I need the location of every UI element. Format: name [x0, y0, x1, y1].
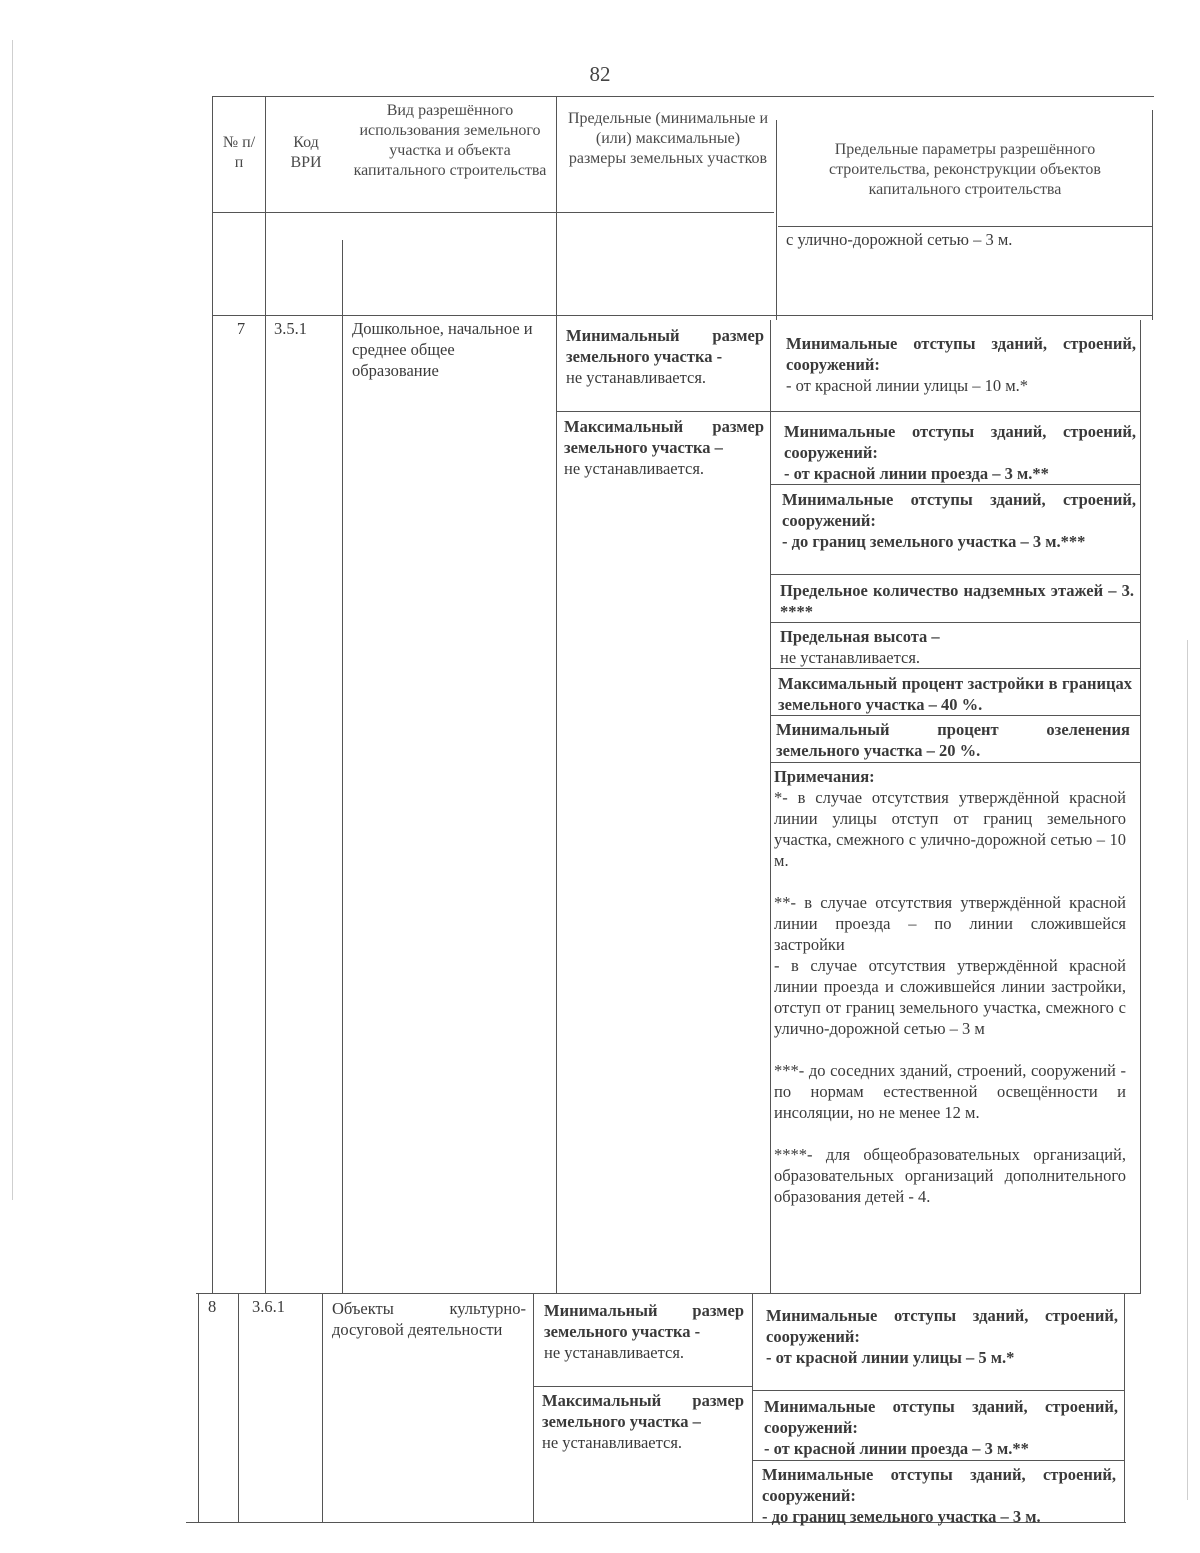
row7-code: 3.5.1	[274, 319, 307, 338]
row7-param-5-title: Предельная высота –	[780, 627, 940, 646]
header-bottom-border	[212, 212, 774, 213]
col-divider-type	[556, 96, 557, 1293]
row8-min-size-title: Минимальный размер земельного участка -	[544, 1301, 744, 1341]
row8-param-street-setback	[766, 1305, 1118, 1368]
row8-param-2-value: - от красной линии проезда – 3 м.**	[764, 1439, 1029, 1458]
row8-param-driveway-setback	[764, 1396, 1118, 1459]
row7-param-greening: Минимальный процент озеленения земельного участка – 20 %.	[776, 720, 1130, 760]
row7-min-size-title: Минимальный размер земельного участка -	[566, 326, 764, 366]
row7-param-coverage: Максимальный процент застройки в границах земельного участка – 40 %.	[778, 674, 1132, 714]
row8-param-split-1	[752, 1390, 1124, 1391]
row8-param-split-2	[752, 1460, 1124, 1461]
row7-param-split-4	[770, 622, 1140, 623]
row7-min-size	[566, 325, 764, 388]
scan-edge-mark	[12, 40, 13, 1200]
row8-use-name: Объекты культурно-досуговой деятельности	[332, 1299, 526, 1339]
header-build-params: Предельные параметры разрешённого строительства, реконструкции объектов капитального строительства	[829, 141, 1101, 198]
row7-notes	[774, 766, 1126, 1207]
row8-param-boundary-setback	[762, 1464, 1116, 1527]
row8-num: 8	[208, 1297, 217, 1316]
header-land-sizes: Предельные (минимальные и (или) максимальные) размеры земельных участков	[567, 110, 769, 167]
table-left-border	[212, 96, 213, 1293]
row7-param-3-title: Минимальные отступы зданий, строений, сооружений:	[782, 490, 1136, 530]
table-top-border	[212, 96, 1154, 97]
row8-max-size-title: Максимальный размер земельного участка –	[542, 1391, 744, 1431]
row7-param-split-2	[770, 484, 1140, 485]
scan-edge-mark-right	[1187, 640, 1188, 1500]
row7-note-4: ****- для общеобразовательных организаций, образовательных организаций дополнительного образования детей - 4.	[774, 1145, 1126, 1206]
row7-param-boundary-setback	[782, 489, 1136, 552]
row8-max-size-value: не устанавливается.	[542, 1433, 683, 1452]
col-divider-num	[265, 96, 266, 1293]
row7-param-floors: Предельное количество надземных этажей – 3. ****	[780, 581, 1134, 621]
row7-max-size-title: Максимальный размер земельного участка –	[564, 417, 764, 457]
row7-use-name: Дошкольное, начальное и среднее общее образование	[352, 319, 533, 380]
row7-param-height	[780, 626, 1134, 668]
row7-notes-title: Примечания:	[774, 767, 875, 786]
col-divider-type-row8	[533, 1293, 534, 1522]
row7-note-1: *- в случае отсутствия утверждённой красной линии улицы отступ от границ земельного участка, смежного с улично-дорожной сетью – 10 м.	[774, 788, 1126, 870]
row8-code: 3.6.1	[252, 1297, 285, 1316]
row7-param-split-3	[770, 574, 1140, 575]
row7-param-split-5	[770, 668, 1140, 669]
row8-max-size	[542, 1390, 744, 1453]
col-divider-sizes	[776, 120, 777, 320]
header-bottom-border-right	[778, 226, 1152, 227]
row7-param-split-6	[770, 715, 1140, 716]
col-divider-num-row8	[238, 1293, 239, 1522]
header-num: № п/п	[222, 134, 256, 171]
row7-param-split-1	[770, 411, 1140, 412]
row8-param-2-title: Минимальные отступы зданий, строений, сооружений:	[764, 1397, 1118, 1437]
row7-note-2a: **- в случае отсутствия утверждённой красной линии проезда – по линии сложившейся застройки	[774, 893, 1126, 954]
col-divider-sizes-row8	[752, 1293, 753, 1522]
col-divider-sizes-row7	[770, 320, 771, 1293]
row7-param-street-setback	[786, 333, 1136, 396]
header-code: Код ВРИ	[290, 134, 322, 171]
row7-size-split	[556, 411, 772, 412]
row7-min-size-value: не устанавливается.	[566, 368, 707, 387]
row7-param-driveway-setback	[784, 421, 1136, 484]
page-number: 82	[589, 62, 611, 86]
row7-param-2-value: - от красной линии проезда – 3 м.**	[784, 464, 1049, 483]
row8-top-border	[196, 1293, 1141, 1294]
row7-num: 7	[236, 319, 246, 338]
row8-min-size	[544, 1300, 744, 1363]
table-right-border-row7	[1140, 320, 1141, 1293]
col-divider-code-row8	[322, 1293, 323, 1522]
row7-max-size	[564, 416, 764, 479]
row7-max-size-value: не устанавливается.	[564, 459, 705, 478]
table-left-border-row8	[198, 1293, 199, 1522]
row7-note-3: ***- до соседних зданий, строений, сооружений - по нормам естественной освещённости и инсоляции, но не менее 12 м.	[774, 1061, 1126, 1122]
row7-param-3-value: - до границ земельного участка – 3 м.***	[782, 532, 1086, 551]
row8-param-3-value: - до границ земельного участка – 3 м.	[762, 1507, 1041, 1526]
continuation-param: с улично-дорожной сетью – 3 м.	[786, 230, 1013, 249]
row8-size-split	[533, 1386, 752, 1387]
row7-param-1-value: - от красной линии улицы – 10 м.*	[786, 376, 1029, 395]
row7-note-2b: - в случае отсутствия утверждённой красной линии проезда и сложившейся линии застройки, отступ от границ земельного участка, смежного с улично-дорожной сетью – 3 м	[774, 956, 1126, 1038]
row7-param-2-title: Минимальные отступы зданий, строений, сооружений:	[784, 422, 1136, 462]
row7-top-border	[212, 315, 1152, 316]
row7-param-1-title: Минимальные отступы зданий, строений, сооружений:	[786, 334, 1136, 374]
col-divider-code	[342, 240, 343, 1293]
row8-param-1-value: - от красной линии улицы – 5 м.*	[766, 1348, 1015, 1367]
header-use-type: Вид разрешённого использования земельного участка и объекта капитального строительства	[353, 102, 547, 179]
row8-param-3-title: Минимальные отступы зданий, строений, сооружений:	[762, 1465, 1116, 1505]
row7-param-split-7	[770, 762, 1140, 763]
table-right-border-row8	[1124, 1293, 1125, 1522]
table-right-border	[1152, 110, 1153, 320]
row7-param-5-value: не устанавливается.	[780, 648, 921, 667]
row8-param-1-title: Минимальные отступы зданий, строений, сооружений:	[766, 1306, 1118, 1346]
row8-min-size-value: не устанавливается.	[544, 1343, 685, 1362]
